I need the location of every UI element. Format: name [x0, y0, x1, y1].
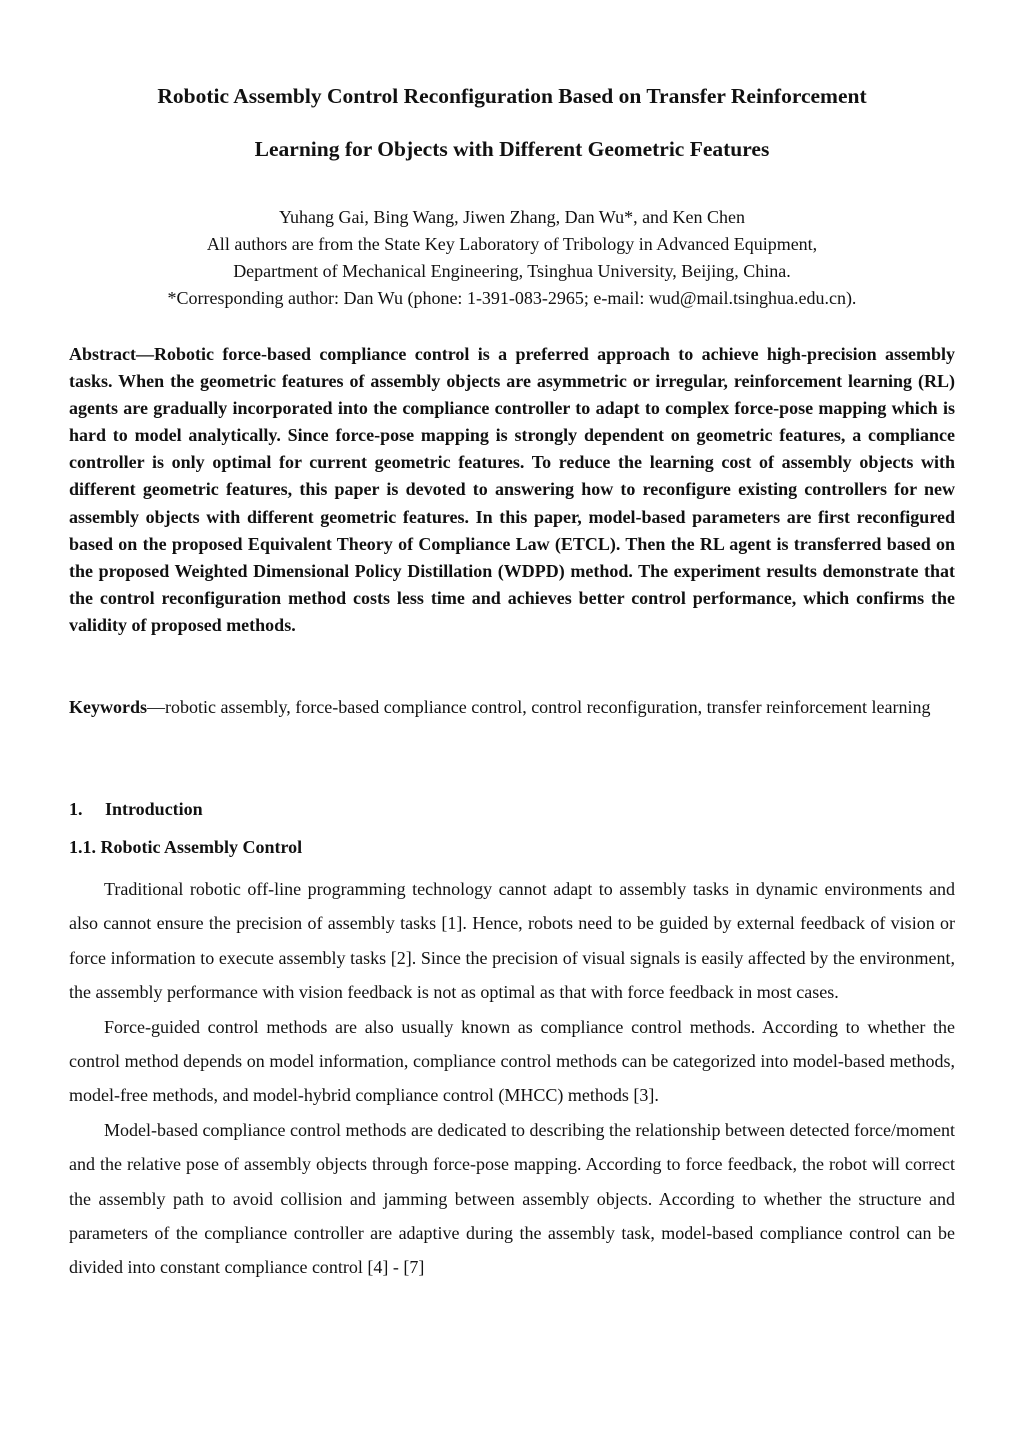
section-number: 1. — [69, 799, 83, 819]
keywords-label: Keywords — [69, 697, 147, 717]
affiliation-line-1: All authors are from the State Key Laboratory of Tribology in Advanced Equipment, — [206, 234, 818, 254]
subsection-heading: 1.1. Robotic Assembly Control — [69, 837, 303, 857]
paragraph: Model-based compliance control methods are dedicated to describing the relationship between detected force/moment and the relative pose of assembly objects through force-pose mapping. According to force feedback, the robot will correct the assembly path to avoid collision and jamming between assembly objects. According to whether the structure and parameters of the compliance controller are adaptive during the assembly task, model-based compliance control can be divided into constant compliance control [4] - [7] — [69, 1119, 955, 1278]
paragraph: Force-guided control methods are also usually known as compliance control methods. According to whether the control method depends on model information, compliance control methods can be categorized into model-based methods, model-free methods, and model-hybrid compliance control (MHCC) methods [3]. — [69, 1016, 955, 1106]
paper-title-line-2: Learning for Objects with Different Geometric Features — [254, 137, 770, 161]
body-text — [69, 872, 955, 1285]
paragraph: Traditional robotic off-line programming technology cannot adapt to assembly tasks in dynamic environments and also cannot ensure the precision of assembly tasks [1]. Hence, robots need to be guided by external feedback of vision or force information to execute assembly tasks [2]. Since the precision of visual signals is easily affected by the environment, the assembly performance with vision feedback is not as optimal as that with force feedback in most cases. — [69, 879, 955, 1003]
author-list: Yuhang Gai, Bing Wang, Jiwen Zhang, Dan Wu*, and Ken Chen — [278, 207, 746, 227]
abstract: Abstract—Robotic force-based compliance control is a preferred approach to achieve high-precision assembly tasks. When the geometric features of assembly objects are asymmetric or irregular, reinforcement learning (RL) agents are gradually incorporated into the compliance controller to adapt to complex force-pose mapping which is hard to model analytically. Since force-pose mapping is strongly dependent on geometric features, a compliance controller is only optimal for current geometric features. To reduce the learning cost of assembly objects with different geometric features, this paper is devoted to answering how to reconfigure existing controllers for new assembly objects with different geometric features. In this paper, model-based parameters are first reconfigured based on the proposed Equivalent Theory of Compliance Law (ETCL). Then the RL agent is transferred based on the proposed Weighted Dimensional Policy Distillation (WDPD) method. The experiment results demonstrate that the control reconfiguration method costs less time and achieves better control performance, which confirms the validity of proposed methods. — [69, 344, 955, 635]
section-heading-introduction — [69, 799, 203, 820]
keywords-text: —robotic assembly, force-based compliance control, control reconfiguration, transfer reinforcement learning — [147, 697, 931, 717]
author-block — [60, 204, 964, 312]
paper-title-line-1: Robotic Assembly Control Reconfiguration Based on Transfer Reinforcement — [157, 84, 867, 108]
keywords — [69, 694, 955, 721]
corresponding-author: *Corresponding author: Dan Wu (phone: 1-391-083-2965; e-mail: wud@mail.tsinghua.edu.cn). — [167, 288, 857, 308]
section-title: Introduction — [105, 799, 203, 819]
affiliation-line-2: Department of Mechanical Engineering, Tsinghua University, Beijing, China. — [233, 261, 791, 281]
